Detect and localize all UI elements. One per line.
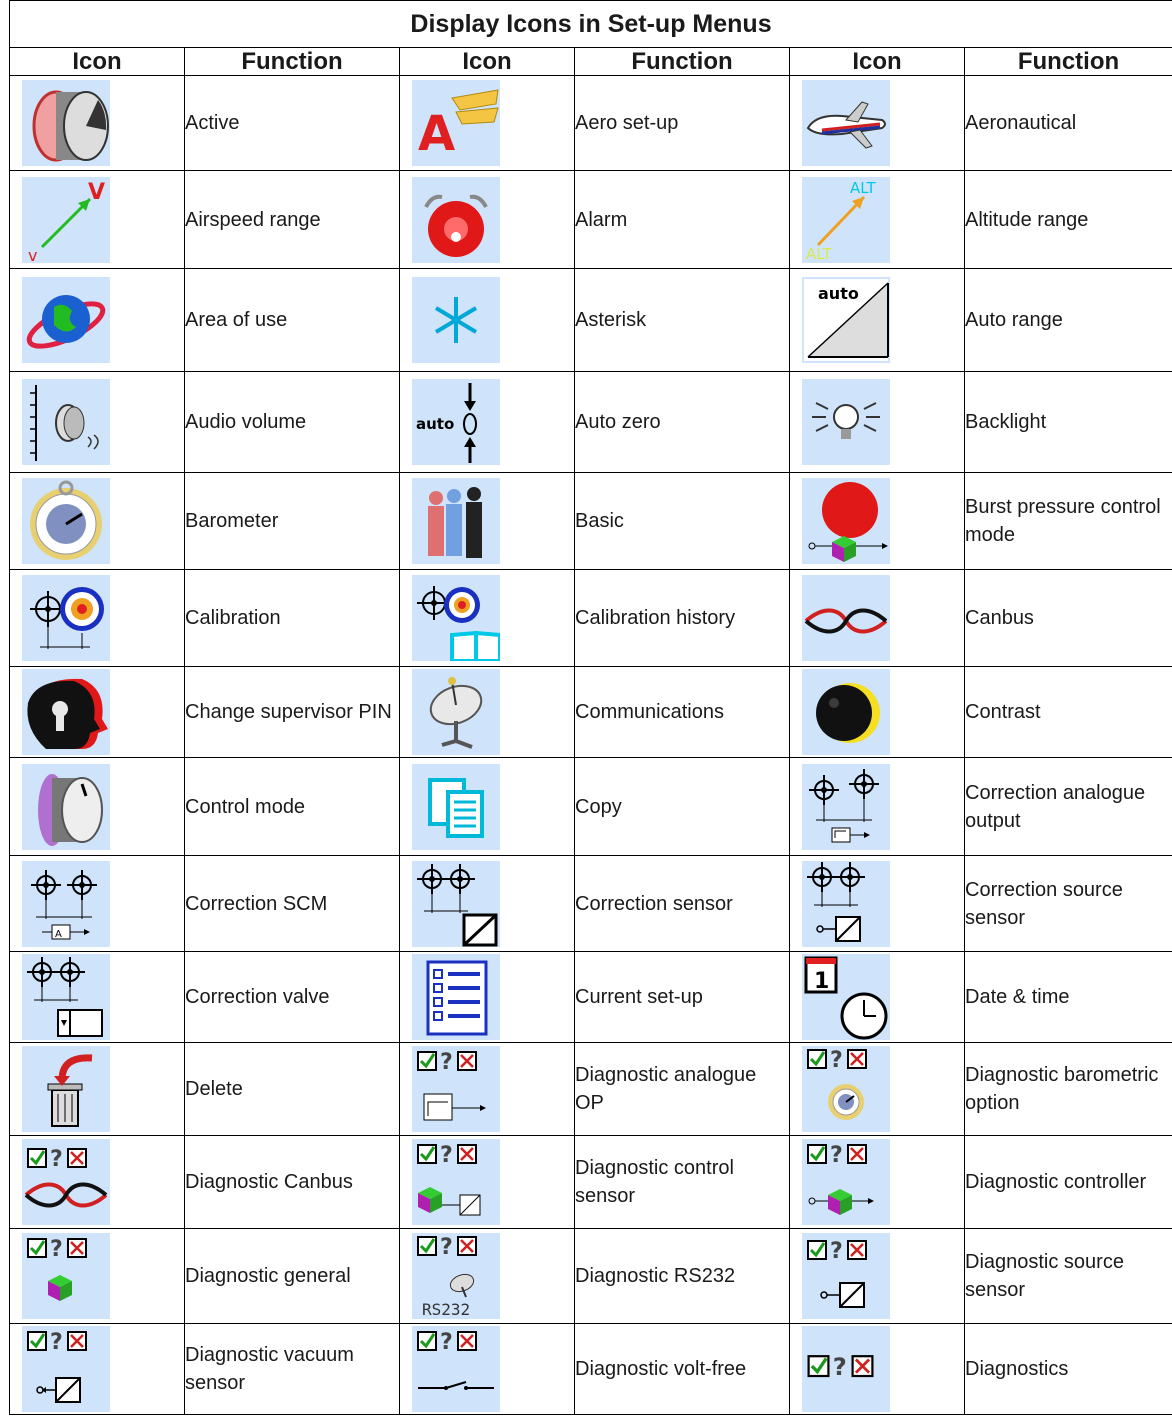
icon-cell <box>790 952 965 1043</box>
supervisor-pin-icon <box>22 669 110 755</box>
aero-setup-icon <box>412 80 500 166</box>
icon-cell <box>790 1136 965 1229</box>
diagnostics-icon <box>802 1326 890 1412</box>
icon-cell <box>790 171 965 269</box>
function-label: Delete <box>185 1043 400 1136</box>
function-label: Diagnostic Canbus <box>185 1136 400 1229</box>
date-time-icon <box>802 954 890 1040</box>
icon-cell <box>790 1043 965 1136</box>
icon-cell <box>790 570 965 667</box>
function-label: Change supervisor PIN <box>185 667 400 758</box>
function-label: Asterisk <box>575 269 790 372</box>
icon-cell <box>790 856 965 952</box>
copy-icon <box>412 764 500 850</box>
communications-icon <box>412 669 500 755</box>
correction-scm-icon <box>22 861 110 947</box>
icon-cell <box>790 667 965 758</box>
icon-cell <box>400 667 575 758</box>
diagnostic-volt-free-icon <box>412 1326 500 1412</box>
icon-cell <box>10 667 185 758</box>
correction-analogue-output-icon <box>802 764 890 850</box>
active-icon <box>22 80 110 166</box>
diagnostic-vacuum-sensor-icon <box>22 1326 110 1412</box>
function-label: Current set-up <box>575 952 790 1043</box>
table-title: Display Icons in Set-up Menus <box>10 1 1172 48</box>
function-label: Basic <box>575 473 790 570</box>
column-header-icon: Icon <box>10 48 185 76</box>
function-label: Diagnostic barometric option <box>965 1043 1172 1136</box>
function-label: Audio volume <box>185 372 400 473</box>
icon-cell <box>10 1136 185 1229</box>
svg-text:?: ? <box>50 1147 63 1172</box>
table-row <box>10 473 1172 570</box>
svg-text:V: V <box>88 179 106 205</box>
airspeed-range-icon <box>22 177 110 263</box>
area-of-use-icon <box>22 277 110 363</box>
diagnostic-source-sensor-icon <box>802 1233 890 1319</box>
table-row <box>10 1043 1172 1136</box>
icon-cell <box>400 1043 575 1136</box>
control-mode-icon <box>22 764 110 850</box>
delete-icon <box>22 1046 110 1132</box>
table-row <box>10 1229 1172 1324</box>
svg-text:?: ? <box>440 1235 453 1260</box>
svg-text:A: A <box>418 106 456 162</box>
function-label: Diagnostic source sensor <box>965 1229 1172 1324</box>
function-label: Canbus <box>965 570 1172 667</box>
svg-text:?: ? <box>440 1143 453 1168</box>
svg-text:?: ? <box>440 1050 453 1075</box>
svg-text:?: ? <box>50 1330 63 1355</box>
column-header-function: Function <box>965 48 1172 76</box>
function-label: Auto range <box>965 269 1172 372</box>
svg-text:v: v <box>28 245 38 263</box>
function-label: Burst pressure control mode <box>965 473 1172 570</box>
table-row <box>10 372 1172 473</box>
diagnostic-rs232-icon <box>412 1233 500 1319</box>
diagnostic-barometric-icon <box>802 1046 890 1132</box>
icon-cell <box>10 1229 185 1324</box>
icon-cell <box>790 76 965 171</box>
function-label: Aeronautical <box>965 76 1172 171</box>
svg-text:?: ? <box>830 1143 843 1168</box>
function-label: Aero set-up <box>575 76 790 171</box>
function-label: Calibration <box>185 570 400 667</box>
function-label: Calibration history <box>575 570 790 667</box>
column-header-function: Function <box>185 48 400 76</box>
icon-cell <box>10 758 185 856</box>
canbus-icon <box>802 575 890 661</box>
column-header-function: Function <box>575 48 790 76</box>
table-row <box>10 269 1172 372</box>
correction-source-sensor-icon <box>802 861 890 947</box>
icon-cell <box>400 1229 575 1324</box>
icon-cell <box>10 570 185 667</box>
table-row <box>10 667 1172 758</box>
auto-range-icon <box>802 277 890 363</box>
svg-text:auto: auto <box>416 415 455 433</box>
icon-cell <box>10 171 185 269</box>
icon-cell <box>400 570 575 667</box>
function-label: Correction source sensor <box>965 856 1172 952</box>
svg-text:?: ? <box>830 1048 843 1073</box>
diagnostic-control-sensor-icon <box>412 1139 500 1225</box>
svg-text:ALT: ALT <box>806 244 832 263</box>
function-label: Auto zero <box>575 372 790 473</box>
icon-cell <box>400 76 575 171</box>
icon-cell <box>10 473 185 570</box>
svg-text:?: ? <box>830 1239 843 1264</box>
calibration-history-icon <box>412 575 500 661</box>
svg-text:?: ? <box>440 1330 453 1355</box>
auto-zero-icon <box>412 379 500 465</box>
function-label: Diagnostic volt-free <box>575 1324 790 1415</box>
table-row <box>10 952 1172 1043</box>
icon-cell <box>400 1324 575 1415</box>
diagnostic-controller-icon <box>802 1139 890 1225</box>
table-row <box>10 856 1172 952</box>
table-row <box>10 1324 1172 1415</box>
function-label: Contrast <box>965 667 1172 758</box>
contrast-icon <box>802 669 890 755</box>
icon-cell <box>790 1229 965 1324</box>
function-label: Date & time <box>965 952 1172 1043</box>
function-label: Diagnostics <box>965 1324 1172 1415</box>
icon-cell <box>400 952 575 1043</box>
function-label: Correction sensor <box>575 856 790 952</box>
icon-cell <box>10 952 185 1043</box>
correction-valve-icon <box>22 954 110 1040</box>
icon-cell <box>400 269 575 372</box>
function-label: Correction valve <box>185 952 400 1043</box>
function-label: Diagnostic RS232 <box>575 1229 790 1324</box>
current-setup-icon <box>412 954 500 1040</box>
calibration-icon <box>22 575 110 661</box>
icon-cell <box>400 372 575 473</box>
icon-cell <box>790 473 965 570</box>
function-label: Barometer <box>185 473 400 570</box>
function-label: Control mode <box>185 758 400 856</box>
column-header-icon: Icon <box>400 48 575 76</box>
function-label: Correction SCM <box>185 856 400 952</box>
function-label: Communications <box>575 667 790 758</box>
icon-cell <box>10 76 185 171</box>
function-label: Area of use <box>185 269 400 372</box>
icon-cell <box>400 1136 575 1229</box>
icon-cell <box>10 269 185 372</box>
basic-icon <box>412 478 500 564</box>
svg-text:A: A <box>55 928 62 940</box>
table-row <box>10 171 1172 269</box>
function-label: Alarm <box>575 171 790 269</box>
table-row <box>10 76 1172 171</box>
svg-text:1: 1 <box>814 969 830 994</box>
table-row <box>10 758 1172 856</box>
icon-cell <box>400 171 575 269</box>
altitude-range-icon <box>802 177 890 263</box>
icon-cell <box>10 372 185 473</box>
function-label: Diagnostic controller <box>965 1136 1172 1229</box>
svg-text:?: ? <box>832 1352 847 1381</box>
asterisk-icon <box>412 277 500 363</box>
backlight-icon <box>802 379 890 465</box>
icon-cell <box>790 372 965 473</box>
correction-sensor-icon <box>412 861 500 947</box>
function-label: Diagnostic control sensor <box>575 1136 790 1229</box>
aeronautical-icon <box>802 80 890 166</box>
function-label: Altitude range <box>965 171 1172 269</box>
diagnostic-analogue-op-icon <box>412 1046 500 1132</box>
function-label: Copy <box>575 758 790 856</box>
diagnostic-general-icon <box>22 1233 110 1319</box>
svg-text:?: ? <box>50 1237 63 1262</box>
column-header-icon: Icon <box>790 48 965 76</box>
icon-cell <box>10 1324 185 1415</box>
svg-text:ALT: ALT <box>850 178 876 197</box>
function-label: Airspeed range <box>185 171 400 269</box>
table-row <box>10 1136 1172 1229</box>
diagnostic-canbus-icon <box>22 1139 110 1225</box>
icon-cell <box>790 1324 965 1415</box>
barometer-icon <box>22 478 110 564</box>
function-label: Backlight <box>965 372 1172 473</box>
icon-table <box>9 0 1172 1415</box>
header-row <box>10 48 1172 76</box>
burst-pressure-icon <box>802 478 890 564</box>
icon-cell <box>10 1043 185 1136</box>
icon-cell <box>790 758 965 856</box>
function-label: Diagnostic general <box>185 1229 400 1324</box>
audio-volume-icon <box>22 379 110 465</box>
function-label: Diagnostic vacuum sensor <box>185 1324 400 1415</box>
icon-cell <box>400 856 575 952</box>
function-label: Correction analogue output <box>965 758 1172 856</box>
icon-cell <box>790 269 965 372</box>
icon-cell <box>400 758 575 856</box>
function-label: Diagnostic analogue OP <box>575 1043 790 1136</box>
function-label: Active <box>185 76 400 171</box>
icon-cell <box>10 856 185 952</box>
table-row <box>10 570 1172 667</box>
alarm-icon <box>412 177 500 263</box>
svg-text:RS232: RS232 <box>422 1300 471 1319</box>
svg-text:auto: auto <box>818 284 859 303</box>
icon-cell <box>400 473 575 570</box>
